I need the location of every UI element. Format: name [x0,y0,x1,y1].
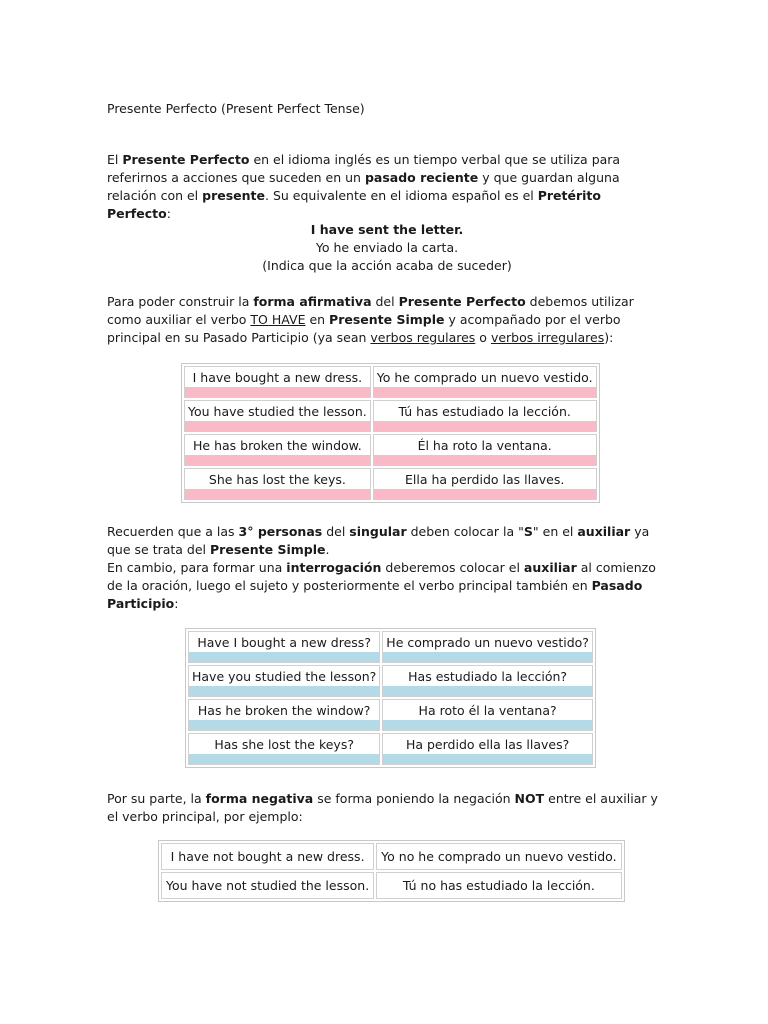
table-cell-en: You have studied the lesson. [185,401,370,421]
table-cell-es: Tú no has estudiado la lección. [377,873,620,898]
table-cell-es: Yo he comprado un nuevo vestido. [374,367,596,387]
table-cell-es: He comprado un nuevo vestido? [383,632,592,652]
table-row [161,843,622,870]
table-row [188,733,593,765]
table-cell-es: Has estudiado la lección? [383,666,592,686]
table-cell-en: Has he broken the window? [189,700,379,720]
table-cell-en: Has she lost the keys? [189,734,379,754]
example-spanish: Yo he enviado la carta. [315,240,459,255]
example-note: (Indica que la acción acaba de suceder) [262,258,512,273]
table-cell-en: I have not bought a new dress. [162,844,373,869]
table-cell-en: Have I bought a new dress? [189,632,379,652]
example-english: I have sent the letter. [310,222,464,237]
table-cell-en: Have you studied the lesson? [189,666,379,686]
example-block [107,221,667,275]
table-cell-es: Yo no he comprado un nuevo vestido. [377,844,620,869]
table-row [188,631,593,663]
intro-paragraph: El Presente Perfecto en el idioma inglés es un tiempo verbal que se utiliza para referirnos a acciones que suceden en un pasado reciente y que guardan alguna relación con el presente. Su equivalente en el idioma español es el Pretérito Perfecto: [107,152,621,221]
table-cell-es: Ha perdido ella las llaves? [383,734,592,754]
page-title: Presente Perfecto (Present Perfect Tense) [107,101,365,116]
affirmative-paragraph: Para poder construir la forma afirmativa del Presente Perfecto debemos utilizar como auxiliar el verbo TO HAVE en Presente Simple y acompañado por el verbo principal en su Pasado Participio (ya sean verbos regulares o verbos irregulares): [107,294,634,345]
table-cell-es: Tú has estudiado la lección. [374,401,596,421]
affirmative-table [181,363,600,503]
table-cell-es: Él ha roto la ventana. [374,435,596,455]
interrogative-paragraph: Recuerden que a las 3° personas del singular deben colocar la "S" en el auxiliar ya que se trata del Presente Simple. En cambio, para formar una interrogación deberemos colocar el auxiliar al comienzo de la oración, luego el sujeto y posteriormente el verbo principal también en Pasado Participio: [107,524,656,611]
link-verbos-regulares[interactable]: verbos regulares [370,330,476,345]
table-cell-en: She has lost the keys. [185,469,370,489]
table-cell-es: Ha roto él la ventana? [383,700,592,720]
table-row [184,366,597,398]
table-row [161,872,622,899]
table-cell-es: Ella ha perdido las llaves. [374,469,596,489]
link-verbos-irregulares[interactable]: verbos irregulares [490,330,605,345]
interrogative-table [185,628,596,768]
table-row [184,400,597,432]
negative-table [158,840,625,902]
table-cell-en: I have bought a new dress. [185,367,370,387]
table-row [184,434,597,466]
table-cell-en: You have not studied the lesson. [162,873,373,898]
table-row [188,665,593,697]
table-row [188,699,593,731]
negative-paragraph: Por su parte, la forma negativa se forma poniendo la negación NOT entre el auxiliar y el verbo principal, por ejemplo: [107,791,658,824]
table-row [184,468,597,500]
table-cell-en: He has broken the window. [185,435,370,455]
